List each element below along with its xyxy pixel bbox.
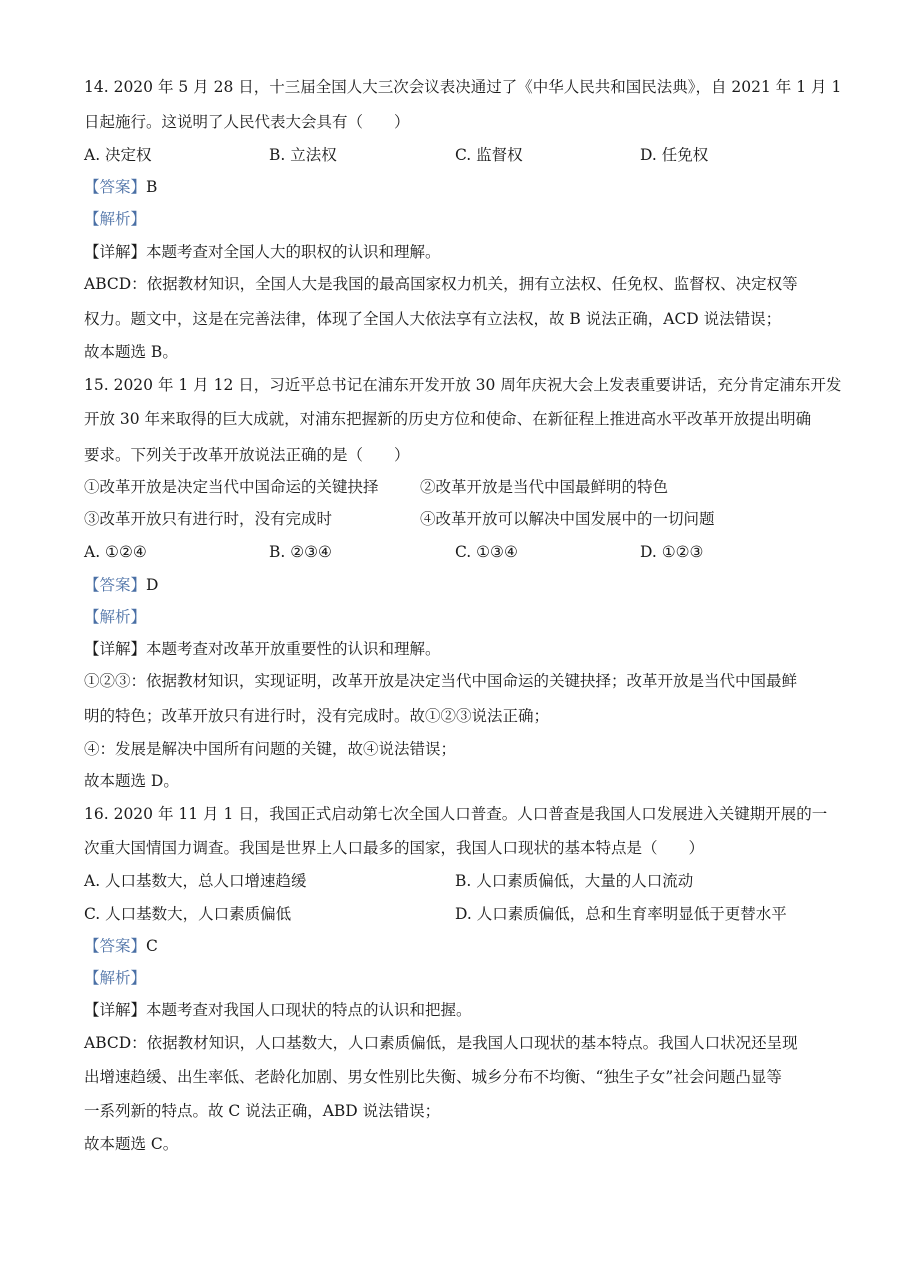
q16-answer: C <box>146 937 158 955</box>
q16-option-a: A. 人口基数大，总人口增速趋缓 <box>84 872 307 890</box>
q14-option-d: D. 任免权 <box>640 146 709 164</box>
q15-statement-4: ④改革开放可以解决中国发展中的一切问题 <box>420 510 715 528</box>
q15-explain-line-2: 明的特色；改革开放只有进行时，没有完成时。故①②③说法正确； <box>84 707 550 725</box>
q16-explain-line-3: 一系列新的特点。故 C 说法正确，ABD 说法错误； <box>84 1102 441 1120</box>
q14-answer-line <box>84 177 157 197</box>
q15-option-a: A. ①②④ <box>84 543 147 561</box>
q16-explain-line-1: ABCD：依据教材知识，人口基数大，人口素质偏低，是我国人口现状的基本特点。我国人口状况还呈现 <box>84 1034 798 1052</box>
q15-answer: D <box>146 576 159 594</box>
q14-explain-line-2: 权力。题文中，这是在完善法律，体现了全国人大依法享有立法权，故 B 说法正确，ACD 说法错误； <box>84 310 782 328</box>
detail-tag: 【详解】 <box>84 1001 147 1019</box>
q15-option-c: C. ①③④ <box>455 543 518 561</box>
q15-option-b: B. ②③④ <box>269 543 332 561</box>
q14-detail: 本题考查对全国人大的职权的认识和理解。 <box>146 243 441 261</box>
q16-conclusion: 故本题选 C。 <box>84 1135 179 1153</box>
q16-analysis-tag: 【解析】 <box>84 969 147 987</box>
q16-stem-line-1: 16. 2020 年 11 月 1 日，我国正式启动第七次全国人口普查。人口普查是我国人口发展进入关键期开展的一 <box>84 805 828 823</box>
q15-detail: 本题考查对改革开放重要性的认识和理解。 <box>146 640 441 658</box>
q16-answer-line <box>84 936 158 956</box>
q14-stem-line-1: 14. 2020 年 5 月 28 日，十三届全国人大三次会议表决通过了《中华人民共和国民法典》，自 2021 年 1 月 1 <box>84 78 842 96</box>
q14-answer: B <box>146 178 158 196</box>
answer-tag: 【答案】 <box>84 576 147 594</box>
q16-detail-line <box>84 1000 472 1020</box>
q14-analysis-tag: 【解析】 <box>84 210 147 228</box>
q16-option-d: D. 人口素质偏低，总和生育率明显低于更替水平 <box>455 905 787 923</box>
q14-option-b: B. 立法权 <box>269 146 337 164</box>
detail-tag: 【详解】 <box>84 640 147 658</box>
q15-conclusion: 故本题选 D。 <box>84 772 179 790</box>
q15-answer-line <box>84 575 158 595</box>
q15-stem-line-3: 要求。下列关于改革开放说法正确的是（ ） <box>84 446 410 464</box>
q14-stem-line-2: 日起施行。这说明了人民代表大会具有（ ） <box>84 113 410 131</box>
q14-detail-line <box>84 242 441 262</box>
detail-tag: 【详解】 <box>84 243 147 261</box>
q15-analysis-tag: 【解析】 <box>84 608 147 626</box>
q16-option-c: C. 人口基数大，人口素质偏低 <box>84 905 292 923</box>
q16-explain-line-2: 出增速趋缓、出生率低、老龄化加剧、男女性别比失衡、城乡分布不均衡、“独生子女”社会问题凸显等 <box>84 1068 782 1086</box>
answer-tag: 【答案】 <box>84 178 147 196</box>
q15-stem-line-2: 开放 30 年来取得的巨大成就，对浦东把握新的历史方位和使命、在新征程上推进高水平改革开放提出明确 <box>84 410 812 428</box>
q15-statement-1: ①改革开放是决定当代中国命运的关键抉择 <box>84 478 379 496</box>
q16-option-b: B. 人口素质偏低，大量的人口流动 <box>455 872 694 890</box>
q15-explain-line-3: ④：发展是解决中国所有问题的关键，故④说法错误； <box>84 740 457 758</box>
q14-option-c: C. 监督权 <box>455 146 523 164</box>
answer-tag: 【答案】 <box>84 937 147 955</box>
q15-statement-2: ②改革开放是当代中国最鲜明的特色 <box>420 478 669 496</box>
q15-stem-line-1: 15. 2020 年 1 月 12 日，习近平总书记在浦东开发开放 30 周年庆祝大会上发表重要讲话，充分肯定浦东开发 <box>84 376 842 394</box>
q14-conclusion: 故本题选 B。 <box>84 343 178 361</box>
q15-explain-line-1: ①②③：依据教材知识，实现证明，改革开放是决定当代中国命运的关键抉择；改革开放是当代中国最鲜 <box>84 672 798 690</box>
q15-statement-3: ③改革开放只有进行时，没有完成时 <box>84 510 333 528</box>
q15-option-d: D. ①②③ <box>640 543 704 561</box>
q16-detail: 本题考查对我国人口现状的特点的认识和把握。 <box>146 1001 472 1019</box>
q16-stem-line-2: 次重大国情国力调查。我国是世界上人口最多的国家，我国人口现状的基本特点是（ ） <box>84 839 705 857</box>
q14-option-a: A. 决定权 <box>84 146 152 164</box>
q14-explain-line-1: ABCD：依据教材知识，全国人大是我国的最高国家权力机关，拥有立法权、任免权、监督权、决定权等 <box>84 275 798 293</box>
q15-detail-line <box>84 639 441 659</box>
